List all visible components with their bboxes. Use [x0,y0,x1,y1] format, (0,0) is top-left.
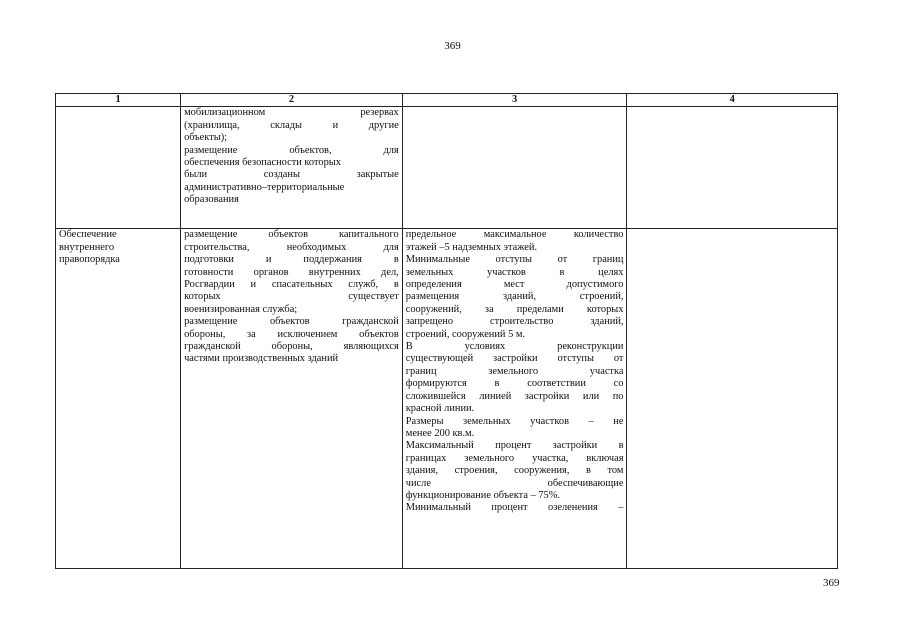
cell-line: подготовки и поддержания в [184,254,399,266]
cell-line: строительства, необходимых для [184,241,399,253]
cell-line: размещение объектов капитального [184,229,399,241]
cell-line: строений, сооружений 5 м. [405,328,526,340]
cell-line: предельное максимальное количество [405,229,624,241]
cell-line: размещение объектов гражданской [184,316,399,328]
page-number-top: 369 [444,40,461,52]
cell-line: частями производственных зданий [184,353,339,365]
cell-line: менее 200 кв.м. [405,427,475,439]
cell-line: внутреннего [59,241,115,253]
cell-line: обороны, за исключением объектов [184,328,399,340]
cell-line: которых существует [184,291,399,303]
cell-line: В условиях реконструкции [405,341,624,353]
cell-line: границ земельного участка [405,365,624,377]
cell-permitted-uses [181,229,403,569]
cell-use-name [56,229,181,569]
cell-parameters [402,107,627,229]
cell-line: здания, строения, сооружения, в том [405,465,624,477]
table-header-row [56,94,838,107]
cell-line: границах земельного участка, включая [405,452,624,464]
cell-line: Обеспечение [59,229,117,241]
cell-use-name [56,107,181,229]
cell-line: образования [184,194,239,206]
cell-line: этажей –5 надземных этажей. [405,241,538,253]
cell-line: размещения зданий, строений, [405,291,624,303]
header-col-3: 3 [402,94,627,107]
cell-line: мобилизационном резервах [184,107,399,119]
cell-line: были созданы закрытые [184,169,399,181]
table-row [56,107,838,229]
page-number-bottom: 369 [823,577,840,589]
cell-line: (хранилища, склады и другие [184,119,399,131]
cell-line: определения мест допустимого [405,279,624,291]
cell-line: Максимальный процент застройки в [405,440,624,452]
cell-line: обеспечения безопасности которых [184,157,341,169]
cell-line: готовности органов внутренних дел, [184,266,399,278]
header-col-4: 4 [627,94,838,107]
cell-line: запрещено строительство зданий, [405,316,624,328]
cell-line: существующей застройки отступы от [405,353,624,365]
cell-line: размещение объектов, для [184,144,399,156]
cell-line: функционирование объекта – 75%. [405,489,561,501]
header-col-2: 2 [181,94,403,107]
cell-line: числе обеспечивающие [405,477,624,489]
cell-parameters [402,229,627,569]
cell-line: гражданской обороны, являющихся [184,341,399,353]
cell-line: формируются в соответствии со [405,378,624,390]
cell-line: Размеры земельных участков – не [405,415,624,427]
cell-line: земельных участков в целях [405,266,624,278]
cell-line: Минимальный процент озеленения – [405,502,624,514]
cell-restrictions [627,107,838,229]
zoning-table [55,93,838,569]
cell-line: объекты); [184,132,228,144]
cell-restrictions [627,229,838,569]
cell-line: Росгвардии и спасательных служб, в [184,279,399,291]
header-col-1: 1 [56,94,181,107]
cell-line: сооружений, за пределами которых [405,303,624,315]
table-row [56,229,838,569]
cell-line: Минимальные отступы от границ [405,254,624,266]
cell-line: административно–территориальные [184,181,345,193]
cell-permitted-uses [181,107,403,229]
cell-line: сложившейся линией застройки или по [405,390,624,402]
cell-line: военизированная служба; [184,303,298,315]
cell-line: правопорядка [59,254,120,266]
cell-line: красной линии. [405,403,475,415]
